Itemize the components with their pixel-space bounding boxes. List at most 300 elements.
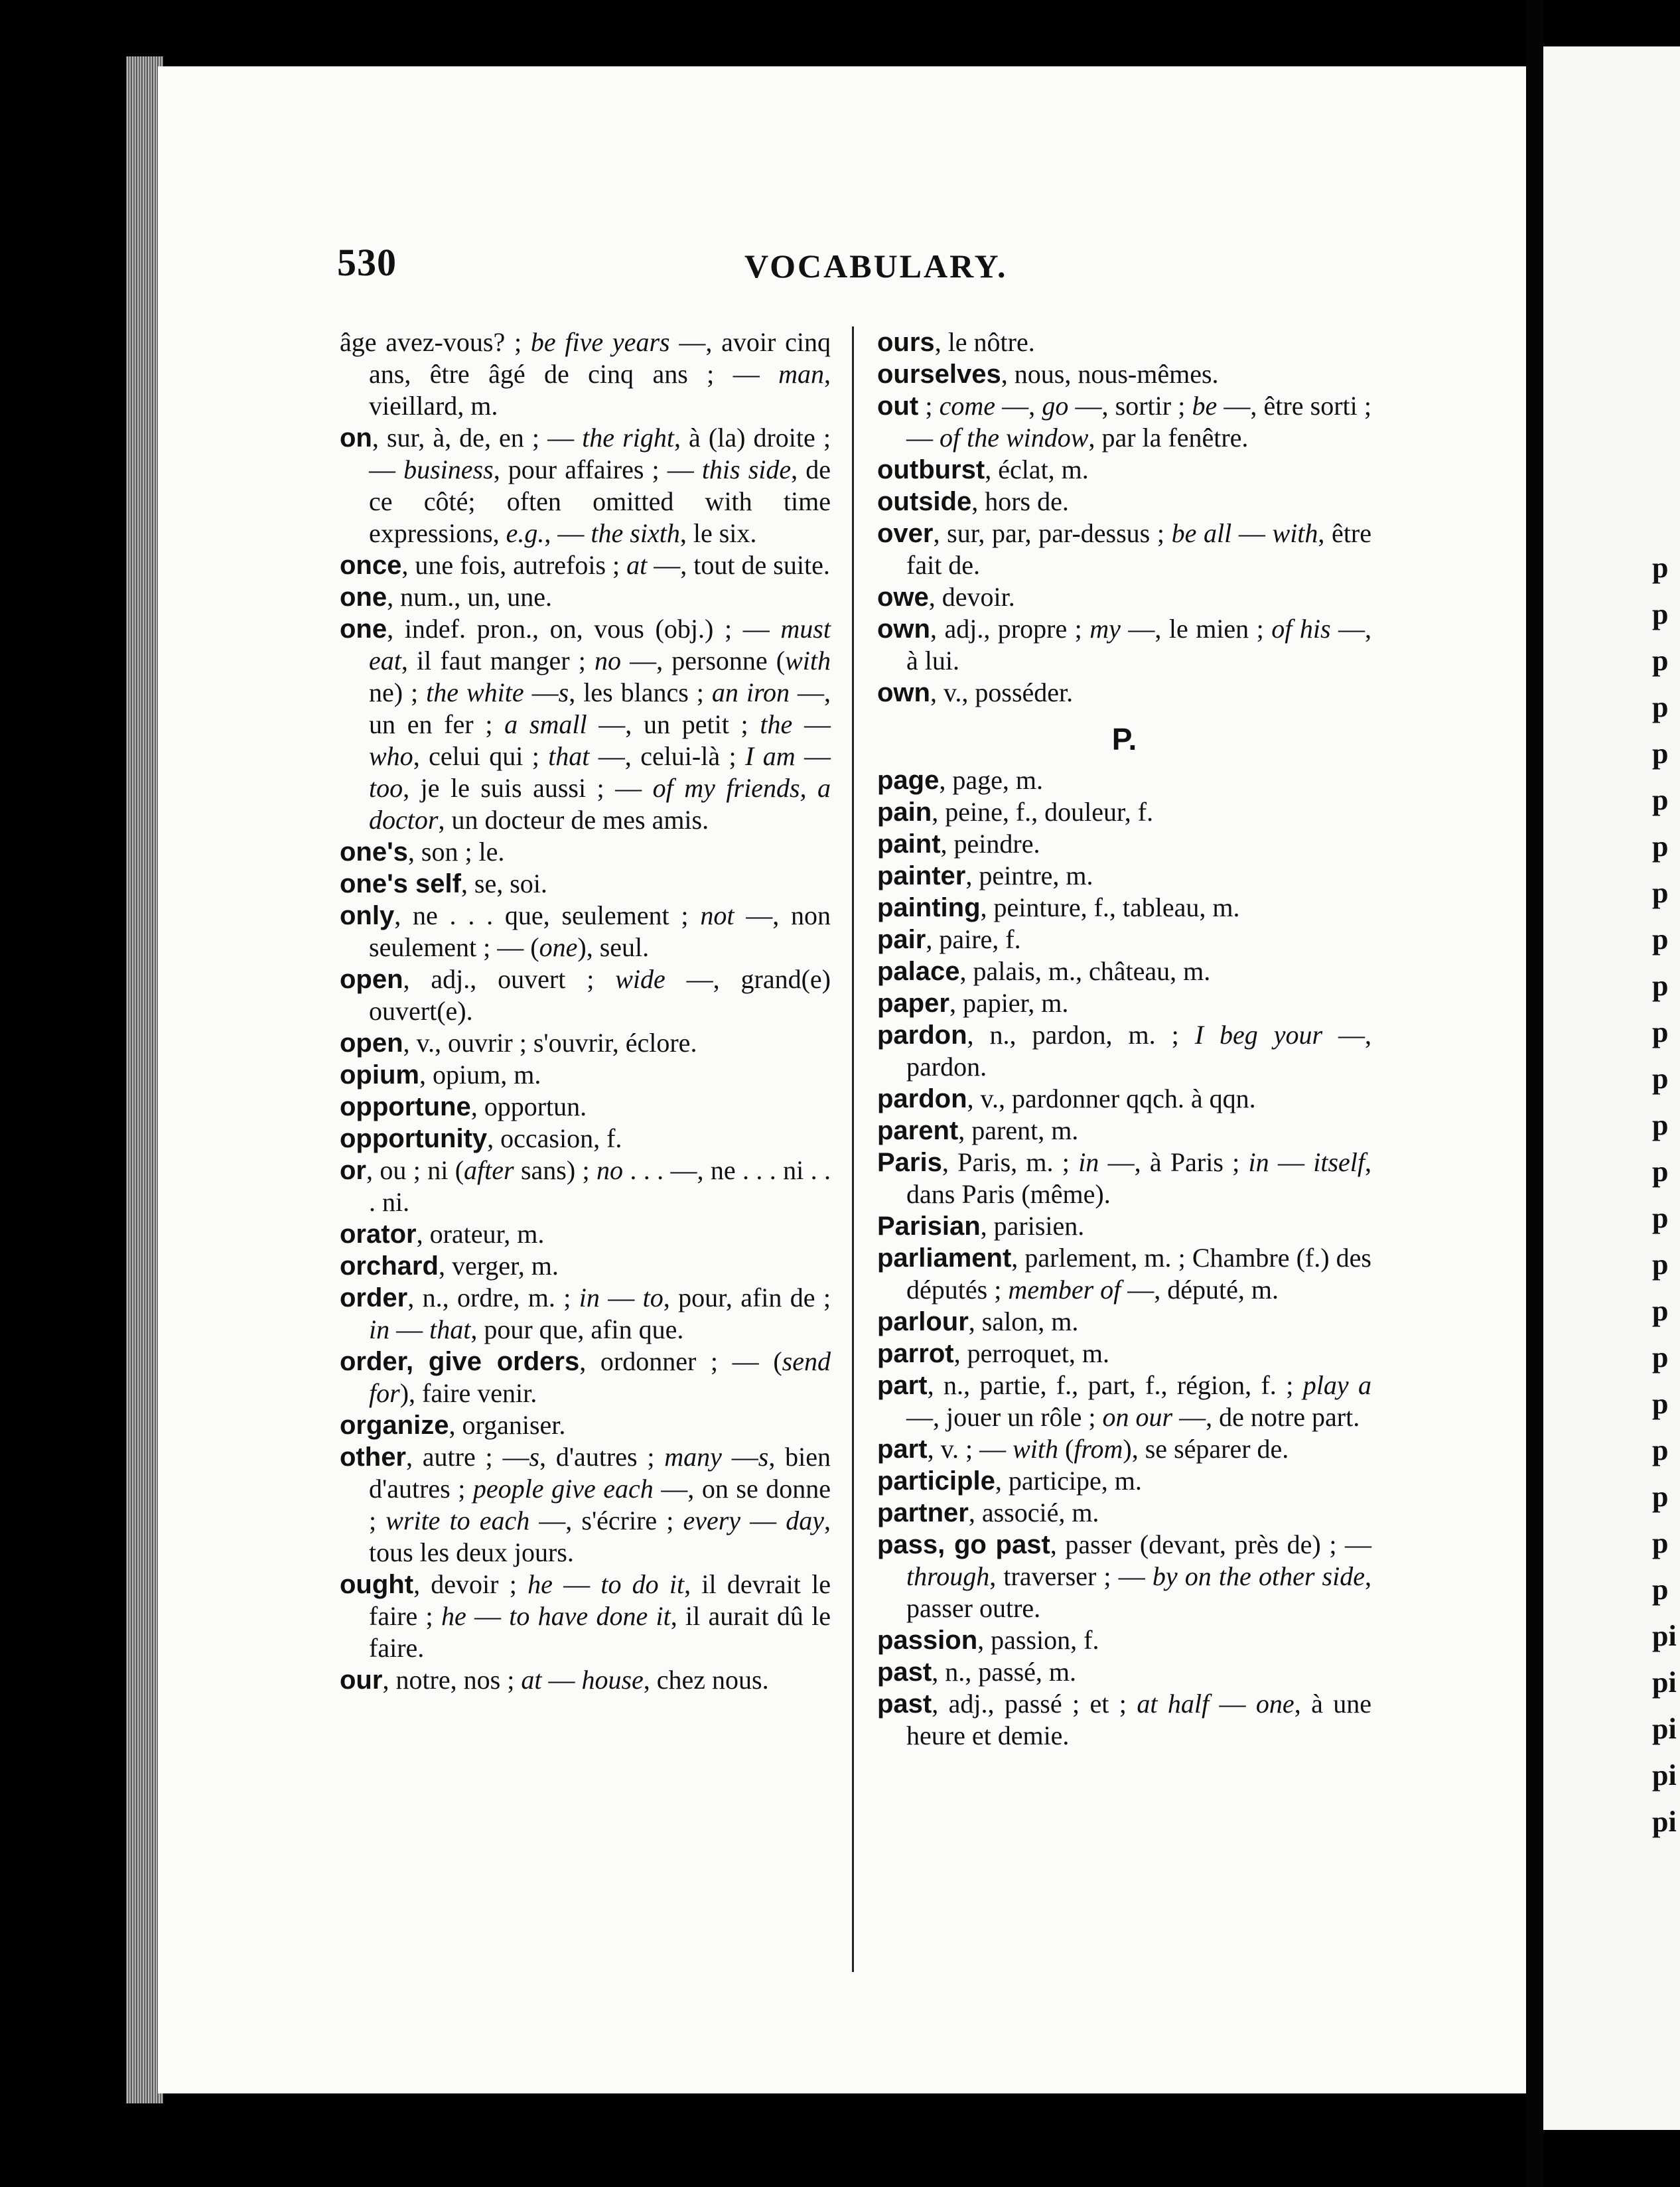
right-page-letter: p — [1652, 1062, 1669, 1095]
definition-text: , orateur, m. — [416, 1219, 545, 1249]
right-page-letter: pi — [1652, 1759, 1677, 1792]
definition-text: , de ce côté; often omitted with time expressions, — [369, 455, 831, 548]
headword: outside — [877, 487, 972, 516]
definition-text: ne) ; — [369, 677, 427, 707]
definition-text: , peindre. — [940, 829, 1040, 859]
italic-text: from — [1074, 1434, 1123, 1464]
definition-text: , parlement, m. ; Chambre (f.) des députés ; — [906, 1243, 1371, 1305]
definition-text: , par la fenêtre. — [1088, 423, 1249, 453]
vocabulary-entry — [340, 900, 831, 963]
right-page-letter: p — [1652, 644, 1669, 677]
right-page-letter: p — [1652, 1109, 1669, 1141]
definition-text: , il faut manger ; — [401, 646, 595, 675]
italic-text: an iron — [711, 677, 790, 707]
right-page-letter: p — [1652, 1016, 1669, 1048]
definition-text: —, avoir cinq ans, être âgé de cinq ans ; — — [369, 327, 831, 389]
definition-text: , — — [544, 518, 591, 548]
vocabulary-entry — [340, 1282, 831, 1346]
vocabulary-entry — [340, 1091, 831, 1123]
headword: or — [340, 1156, 366, 1185]
italic-text: at — [521, 1665, 542, 1695]
headword: palace — [877, 957, 960, 986]
vocabulary-entry — [877, 1306, 1371, 1338]
italic-text: with — [785, 646, 831, 675]
right-page-letter: pi — [1652, 1666, 1677, 1699]
definition-text: — — [792, 709, 831, 739]
right-page-letter: p — [1652, 737, 1669, 770]
definition-text: , n., ordre, m. ; — [407, 1283, 579, 1312]
definition-text: —, à Paris ; — [1099, 1147, 1249, 1177]
italic-text: at — [626, 550, 648, 580]
headword: opportune — [340, 1092, 471, 1121]
definition-text: — — [466, 1601, 510, 1631]
headword: paper — [877, 989, 949, 1018]
headword: own — [877, 614, 930, 644]
vocabulary-entry — [340, 1664, 831, 1696]
headword: own — [877, 678, 930, 707]
vocabulary-entry — [877, 924, 1371, 955]
italic-text: member of — [1008, 1275, 1121, 1305]
italic-text: in — [1248, 1147, 1269, 1177]
definition-text: , pour que, afin que. — [470, 1314, 684, 1344]
headword: open — [340, 965, 403, 994]
headword: partner — [877, 1498, 969, 1527]
headword: order — [340, 1283, 408, 1312]
headword: part — [877, 1435, 928, 1464]
italic-text: my — [1089, 614, 1121, 644]
definition-text: , le nôtre. — [934, 327, 1035, 357]
vocabulary-entry — [877, 1497, 1371, 1529]
definition-text: — — [721, 1442, 758, 1472]
vocabulary-entry — [340, 1250, 831, 1282]
italic-text: on our — [1102, 1402, 1173, 1432]
italic-text: s — [558, 677, 569, 707]
definition-text: ), faire venir. — [399, 1378, 537, 1408]
headword: part — [877, 1371, 928, 1400]
italic-text: write to each — [385, 1506, 530, 1535]
headword: ours — [877, 328, 935, 357]
vocabulary-entry — [877, 828, 1371, 860]
italic-text: I am — [745, 741, 796, 771]
definition-text: ( — [1058, 1434, 1074, 1464]
vocabulary-entry — [340, 868, 831, 900]
definition-text: , adj., ouvert ; — [403, 964, 616, 994]
right-page-letter: p — [1652, 969, 1669, 1002]
definition-text: , ne . . . que, seulement ; — [394, 900, 701, 930]
vocabulary-column-left — [340, 326, 831, 1696]
definition-text: , papier, m. — [949, 988, 1069, 1018]
definition-text: , tous les deux jours. — [369, 1506, 831, 1567]
definition-text: — — [795, 741, 831, 771]
headword: painting — [877, 893, 981, 922]
right-page-letter: p — [1652, 1434, 1669, 1466]
italic-text: every — [683, 1506, 741, 1535]
definition-text: , ou ; ni ( — [366, 1155, 464, 1185]
definition-text: , verger, m. — [438, 1251, 559, 1281]
right-page-letter: p — [1652, 691, 1669, 723]
definition-text: , à (la) droite ; — — [369, 423, 831, 484]
headword: parent — [877, 1116, 959, 1145]
vocabulary-entry — [340, 1441, 831, 1569]
running-head: VOCABULARY. — [744, 247, 1008, 285]
italic-text: the sixth — [591, 518, 680, 548]
italic-text: to have done it — [509, 1601, 671, 1631]
vocabulary-entry — [340, 1123, 831, 1155]
definition-text: —, on se donne ; — [369, 1474, 831, 1535]
headword: past — [877, 1658, 932, 1687]
right-page-letter: p — [1652, 598, 1669, 630]
vocabulary-entry — [340, 836, 831, 868]
definition-text: , parent, m. — [958, 1115, 1079, 1145]
headword: ourselves — [877, 360, 1001, 389]
definition-text: sans) ; — [514, 1155, 597, 1185]
italic-text: the white — [426, 677, 524, 707]
definition-text: , vieillard, m. — [369, 359, 831, 421]
page-number: 530 — [337, 241, 397, 284]
italic-text: too — [369, 773, 403, 803]
vocabulary-entry — [877, 796, 1371, 828]
vocabulary-entry — [340, 963, 831, 1027]
vocabulary-entry — [340, 422, 831, 549]
definition-text: , peine, f., douleur, f. — [932, 797, 1154, 827]
definition-text: , un docteur de mes amis. — [438, 805, 709, 835]
vocabulary-column-right — [877, 326, 1371, 1752]
italic-text: wide — [615, 964, 665, 994]
italic-text: house — [581, 1665, 644, 1695]
vocabulary-entry — [877, 581, 1371, 613]
italic-text: be all — [1171, 518, 1232, 548]
vocabulary-entry — [877, 1147, 1371, 1210]
headword: pain — [877, 798, 932, 827]
definition-text: , n., pardon, m. ; — [967, 1020, 1195, 1050]
italic-text: play a — [1302, 1370, 1371, 1400]
definition-text: âge avez-vous? ; — [340, 327, 531, 357]
vocabulary-entry — [877, 987, 1371, 1019]
book-gutter — [1526, 0, 1543, 2187]
definition-text: , occasion, f. — [487, 1123, 622, 1153]
headword: pass, go past — [877, 1530, 1050, 1559]
italic-text: of his — [1271, 614, 1331, 644]
headword: outburst — [877, 455, 985, 484]
vocabulary-entry — [340, 613, 831, 836]
headword: opium — [340, 1060, 419, 1090]
headword: owe — [877, 583, 929, 612]
vocabulary-entry — [877, 1433, 1371, 1465]
right-page-letter: p — [1652, 784, 1669, 816]
definition-text: , passion, f. — [977, 1625, 1099, 1655]
vocabulary-entry — [877, 1624, 1371, 1656]
definition-text: , salon, m. — [968, 1306, 1079, 1336]
definition-text: , devoir. — [928, 582, 1015, 612]
italic-text: with — [1013, 1434, 1058, 1464]
definition-text: —, le mien ; — [1120, 614, 1272, 644]
italic-text: one — [1255, 1689, 1295, 1719]
headword: pair — [877, 925, 926, 954]
definition-text: , passer (devant, près de) ; — — [1050, 1529, 1372, 1559]
definition-text: , num., un, une. — [387, 582, 552, 612]
italic-text: itself — [1313, 1147, 1365, 1177]
definition-text: —, à lui. — [906, 614, 1372, 675]
headword: ought — [340, 1570, 414, 1599]
definition-text: , je le suis aussi ; — — [403, 773, 653, 803]
headword: Paris — [877, 1148, 942, 1177]
definition-text: , v., posséder. — [930, 677, 1074, 707]
vocabulary-entry — [877, 892, 1371, 924]
right-page-letter: p — [1652, 923, 1669, 955]
definition-text: , indef. pron., on, vous (obj.) ; — — [387, 614, 781, 644]
definition-text: , peinture, f., tableau, m. — [980, 892, 1240, 922]
headword: parliament — [877, 1243, 1012, 1273]
headword: our — [340, 1665, 383, 1695]
definition-text: , pour affaires ; — — [493, 455, 702, 484]
right-page-letter: p — [1652, 551, 1669, 584]
definition-text: , ordonner ; — ( — [579, 1346, 782, 1376]
vocabulary-entry — [877, 358, 1371, 390]
definition-text: , il aurait dû le faire. — [369, 1601, 831, 1663]
definition-text: , adj., propre ; — [930, 614, 1090, 644]
definition-text: , être fait de. — [906, 518, 1372, 580]
definition-text: , traverser ; — — [989, 1561, 1153, 1591]
definition-text: , paire, f. — [926, 924, 1021, 954]
headword: parrot — [877, 1339, 954, 1368]
vocabulary-entry — [340, 1346, 831, 1409]
definition-text: —, non seulement ; — ( — [369, 900, 831, 962]
headword: order, give orders — [340, 1347, 580, 1376]
italic-text: day — [786, 1506, 824, 1535]
definition-text: , palais, m., château, m. — [959, 956, 1211, 986]
definition-text: —, grand(e) ouvert(e). — [369, 964, 831, 1026]
italic-text: e.g. — [506, 518, 545, 548]
definition-text: , les blancs ; — [569, 677, 712, 707]
definition-text: , perroquet, m. — [953, 1338, 1109, 1368]
definition-text: , notre, nos ; — [382, 1665, 522, 1695]
vocabulary-entry — [877, 860, 1371, 892]
headword: parlour — [877, 1307, 969, 1336]
italic-text: at half — [1137, 1689, 1210, 1719]
definition-text: —, personne ( — [621, 646, 786, 675]
headword: out — [877, 391, 919, 421]
vocabulary-entry — [877, 1019, 1371, 1083]
definition-text: — — [1269, 1147, 1314, 1177]
vocabulary-entry — [340, 1569, 831, 1664]
definition-text: , v., pardonner qqch. à qqn. — [967, 1084, 1256, 1113]
headword: one — [340, 614, 387, 644]
italic-text: in — [1078, 1147, 1099, 1177]
definition-text: , v. ; — — [927, 1434, 1013, 1464]
vocabulary-entry — [340, 549, 831, 581]
definition-text: , Paris, m. ; — [942, 1147, 1079, 1177]
definition-text: , opium, m. — [419, 1060, 541, 1090]
definition-text: , d'autres ; — [539, 1442, 665, 1472]
italic-text: by on the other side — [1152, 1561, 1365, 1591]
headword: organize — [340, 1411, 449, 1440]
headword: open — [340, 1028, 403, 1058]
vocabulary-entry — [340, 1409, 831, 1441]
italic-text: the right — [582, 423, 674, 453]
vocabulary-entry — [877, 1210, 1371, 1242]
definition-text: , parisien. — [980, 1211, 1085, 1241]
vocabulary-entry — [877, 326, 1371, 358]
italic-text: after — [464, 1155, 514, 1185]
headword: page — [877, 766, 940, 795]
italic-text: s — [529, 1442, 540, 1472]
definition-text: — — [1231, 518, 1273, 548]
headword: one's — [340, 837, 408, 867]
italic-text: business — [403, 455, 494, 484]
definition-text: —, sortir ; — [1068, 391, 1192, 421]
vocabulary-entry — [877, 764, 1371, 796]
right-page-letter: pi — [1652, 1805, 1677, 1838]
italic-text: he — [441, 1601, 466, 1631]
definition-text: , sur, à, de, en ; — — [372, 423, 583, 453]
definition-text: , il devrait le faire ; — [369, 1569, 831, 1631]
definition-text: , page, m. — [939, 765, 1043, 795]
headword: one — [340, 583, 387, 612]
headword: one's self — [340, 869, 461, 898]
right-page-letter: p — [1652, 1527, 1669, 1559]
vocabulary-entry — [877, 518, 1371, 581]
definition-text: —, — [995, 391, 1042, 421]
definition-text: , adj., passé ; et ; — [932, 1689, 1137, 1719]
vocabulary-entry — [877, 390, 1371, 454]
italic-text: that — [429, 1314, 471, 1344]
vocabulary-entry — [877, 1688, 1371, 1752]
definition-text: , participe, m. — [995, 1466, 1142, 1496]
italic-text: I beg your — [1194, 1020, 1323, 1050]
headword: paint — [877, 829, 941, 859]
definition-text: , hors de. — [971, 486, 1069, 516]
italic-text: a small — [504, 709, 587, 739]
italic-text: s — [758, 1442, 769, 1472]
right-page-letter: p — [1652, 1341, 1669, 1374]
vocabulary-entry — [877, 1370, 1371, 1433]
definition-text: , pour, afin de ; — [663, 1283, 831, 1312]
definition-text: , peintre, m. — [965, 861, 1093, 890]
italic-text: people give each — [472, 1474, 654, 1504]
headword: once — [340, 551, 402, 580]
italic-text: be five years — [530, 327, 670, 357]
definition-text: , éclat, m. — [985, 455, 1089, 484]
definition-text: , organiser. — [449, 1410, 566, 1440]
definition-text: —, pardon. — [906, 1020, 1371, 1082]
vocabulary-entry — [877, 613, 1371, 677]
headword: painter — [877, 861, 966, 890]
italic-text: go — [1042, 391, 1069, 421]
italic-text: send for — [369, 1346, 831, 1408]
italic-text: come — [939, 391, 996, 421]
italic-text: man — [778, 359, 824, 389]
vocabulary-entry — [340, 1059, 831, 1091]
italic-text: the — [760, 709, 793, 739]
definition-text: , à une heure et demie. — [906, 1689, 1372, 1750]
definition-text: —, député, m. — [1121, 1275, 1279, 1305]
vocabulary-entry — [340, 1155, 831, 1218]
right-page-letter: p — [1652, 877, 1669, 909]
vocabulary-entry — [340, 581, 831, 613]
definition-text: , se, soi. — [460, 869, 547, 898]
right-page-letter: p — [1652, 1248, 1669, 1281]
definition-text: —, tout de suite. — [647, 550, 830, 580]
right-page-letter: p — [1652, 1480, 1669, 1513]
vocabulary-entry — [877, 486, 1371, 518]
right-page-letter: p — [1652, 1202, 1669, 1234]
italic-text: to do it — [600, 1569, 685, 1599]
italic-text: through — [906, 1561, 990, 1591]
headword: opportunity — [340, 1124, 488, 1153]
definition-text: , devoir ; — [413, 1569, 528, 1599]
headword: only — [340, 901, 395, 930]
definition-text: , une fois, autrefois ; — [401, 550, 627, 580]
headword: orator — [340, 1220, 417, 1249]
definition-text: , le six. — [679, 518, 757, 548]
italic-text: with — [1272, 518, 1318, 548]
definition-text: — — [389, 1314, 430, 1344]
definition-text: , sur, par, par-dessus ; — [933, 518, 1172, 548]
definition-text: , bien d'autres ; — [369, 1442, 831, 1504]
definition-text: ; — [918, 391, 940, 421]
vocabulary-entry — [877, 1338, 1371, 1370]
italic-text: in — [579, 1283, 600, 1312]
definition-text: —, celui-là ; — [589, 741, 745, 771]
vocabulary-entry — [877, 677, 1371, 709]
right-page-letter: p — [1652, 1155, 1669, 1188]
definition-text: —, s'écrire ; — [529, 1506, 683, 1535]
right-page-letter: p — [1652, 1573, 1669, 1606]
definition-text: —, de notre part. — [1172, 1402, 1360, 1432]
right-page-letter: pi — [1652, 1713, 1677, 1745]
definition-text: ), se séparer de. — [1123, 1434, 1289, 1464]
vocabulary-entry — [340, 1218, 831, 1250]
headword: on — [340, 423, 372, 453]
vocabulary-entry — [340, 326, 831, 422]
headword: over — [877, 519, 934, 548]
headword: orchard — [340, 1251, 439, 1281]
definition-text: , associé, m. — [968, 1498, 1099, 1527]
definition-text: — — [740, 1506, 786, 1535]
definition-text: — — [599, 1283, 643, 1312]
italic-text: of my friends, a doctor — [369, 773, 831, 835]
headword: pardon — [877, 1084, 967, 1113]
vocabulary-entry — [877, 955, 1371, 987]
section-letter: P. — [1111, 722, 1137, 756]
vocabulary-entry — [877, 454, 1371, 486]
definition-text: , passer outre. — [906, 1561, 1371, 1623]
headword: Parisian — [877, 1212, 981, 1241]
definition-text: , opportun. — [470, 1092, 587, 1121]
italic-text: many — [664, 1442, 722, 1472]
definition-text: , v., ouvrir ; s'ouvrir, éclore. — [403, 1028, 697, 1058]
vocabulary-entry — [877, 1115, 1371, 1147]
italic-text: not — [700, 900, 735, 930]
definition-text: , autre ; — — [406, 1442, 529, 1472]
italic-text: no — [596, 1155, 624, 1185]
headword: other — [340, 1443, 406, 1472]
italic-text: of the window — [940, 423, 1089, 453]
definition-text: — — [1209, 1689, 1256, 1719]
vocabulary-entry — [877, 1656, 1371, 1688]
right-page-letter: p — [1652, 1387, 1669, 1420]
definition-text: ), seul. — [577, 932, 650, 962]
definition-text: — — [552, 1569, 601, 1599]
italic-text: be — [1192, 391, 1218, 421]
headword: past — [877, 1689, 932, 1719]
column-divider — [852, 326, 854, 1972]
headword: passion — [877, 1626, 978, 1655]
definition-text: , n., partie, f., part, f., région, f. ; — [927, 1370, 1303, 1400]
right-page-letter: pi — [1652, 1620, 1677, 1652]
vocabulary-entry — [340, 1027, 831, 1059]
definition-text: — — [524, 677, 559, 707]
